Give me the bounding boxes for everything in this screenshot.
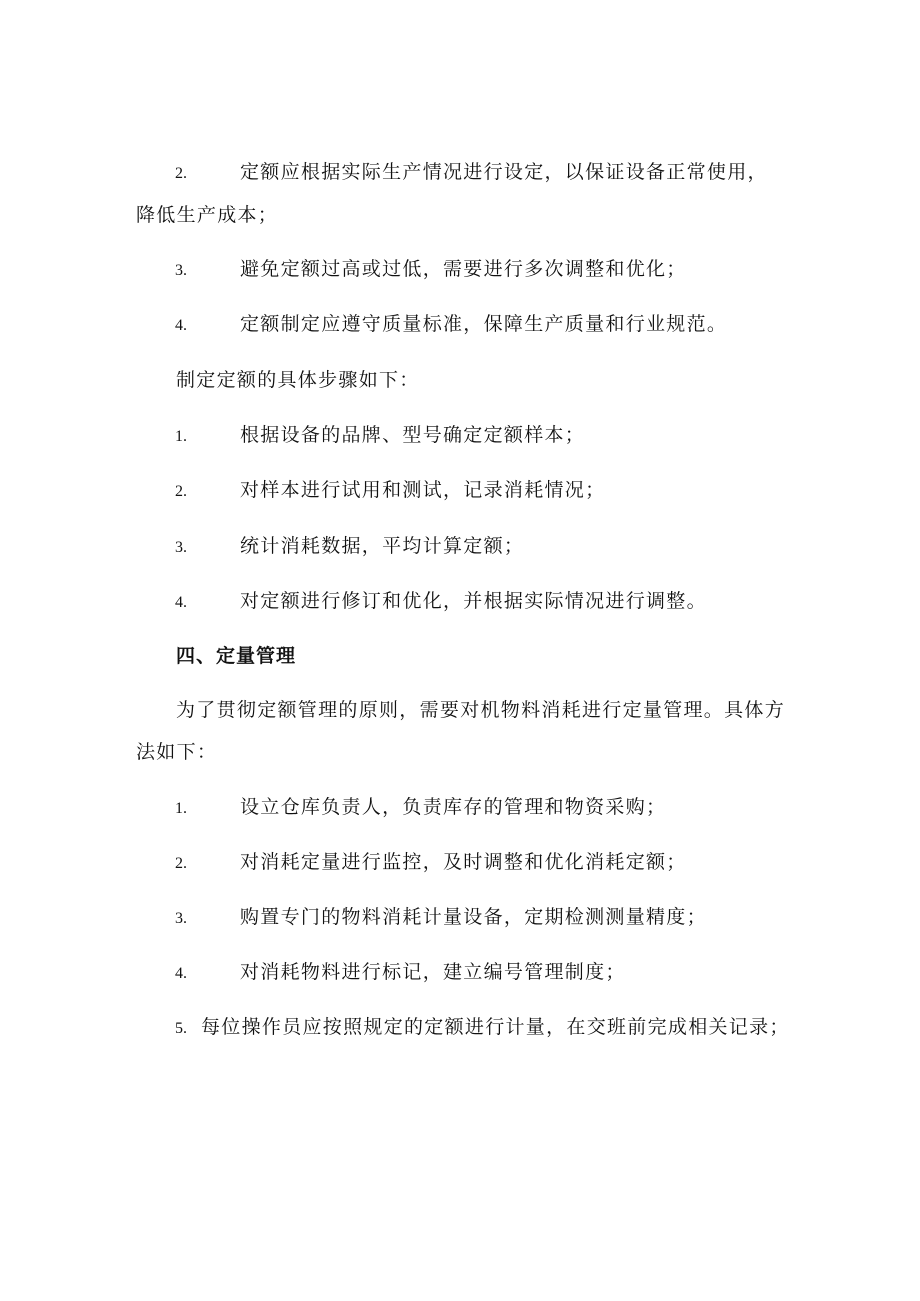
list-item-text: 对定额进行修订和优化，并根据实际情况进行调整。 bbox=[240, 590, 707, 612]
list-item-text: 每位操作员应按照规定的定额进行计量，在交班前完成相关记录； bbox=[201, 1016, 790, 1038]
list-item-text: 对消耗物料进行标记，建立编号管理制度； bbox=[240, 961, 626, 983]
section-intro-line1: 为了贯彻定额管理的原则，需要对机物料消耗进行定量管理。具体方 bbox=[176, 699, 786, 721]
list-item-number: 1. bbox=[175, 800, 187, 817]
list-item-text: 定额应根据实际生产情况进行设定，以保证设备正常使用， bbox=[240, 161, 768, 183]
list-item-text: 定额制定应遵守质量标准，保障生产质量和行业规范。 bbox=[240, 313, 728, 335]
list-item-text: 统计消耗数据，平均计算定额； bbox=[240, 535, 525, 557]
list-item-number: 3. bbox=[175, 539, 187, 556]
steps-intro: 制定定额的具体步骤如下： bbox=[176, 369, 420, 391]
list-item-text: 根据设备的品牌、型号确定定额样本； bbox=[240, 424, 586, 446]
section-heading: 四、定量管理 bbox=[176, 645, 297, 667]
list-item-number: 2. bbox=[175, 165, 187, 182]
list-item-text: 对样本进行试用和测试，记录消耗情况； bbox=[240, 479, 606, 501]
list-item-number: 1. bbox=[175, 428, 187, 445]
list-item-number: 2. bbox=[175, 855, 187, 872]
list-item-number: 5. bbox=[175, 1020, 187, 1037]
list-item-text: 对消耗定量进行监控，及时调整和优化消耗定额； bbox=[240, 851, 687, 873]
list-item-text-continued: 降低生产成本； bbox=[136, 204, 279, 226]
list-item-number: 4. bbox=[175, 594, 187, 611]
list-item-text: 避免定额过高或过低，需要进行多次调整和优化； bbox=[240, 258, 687, 280]
list-item-number: 3. bbox=[175, 910, 187, 927]
section-intro-line2: 法如下： bbox=[136, 741, 218, 763]
list-item-number: 4. bbox=[175, 965, 187, 982]
list-item-number: 3. bbox=[175, 262, 187, 279]
list-item-text: 购置专门的物料消耗计量设备，定期检测测量精度； bbox=[240, 906, 707, 928]
list-item-number: 4. bbox=[175, 317, 187, 334]
list-item-number: 2. bbox=[175, 483, 187, 500]
list-item-text: 设立仓库负责人，负责库存的管理和物资采购； bbox=[240, 796, 667, 818]
